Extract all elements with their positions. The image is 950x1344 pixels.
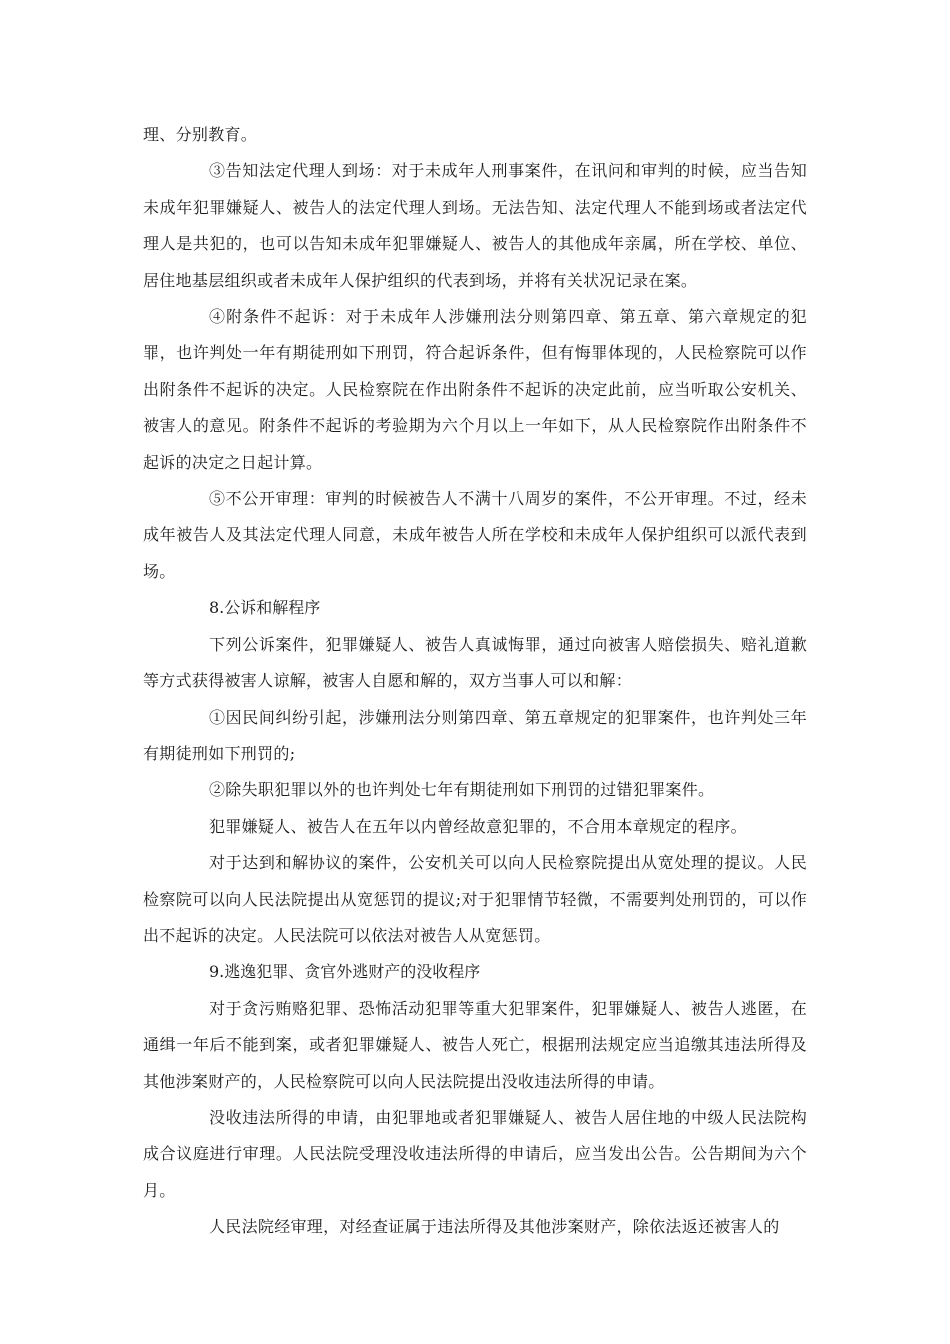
paragraph-reconciliation-exclusion: 犯罪嫌疑人、被告人在五年以内曾经故意犯罪的，不合用本章规定的程序。: [209, 816, 747, 836]
paragraph-reconciliation-leniency: 对于达到和解协议的案件，公安机关可以向人民检察院提出从宽处理的提议。人民检察院可以向人民法院提出从宽惩罚的提议;对于犯罪情节轻微，不需要判处刑罚的，可以作出不起诉的决定。人民法院可以依法对被告人从宽惩罚。: [143, 853, 807, 945]
paragraph-confiscation-ruling: 人民法院经审理，对经查证属于违法所得及其他涉案财产，除依法返还被害人的: [209, 1217, 780, 1237]
paragraph-reconciliation-item-1: ①因民间纠纷引起，涉嫌刑法分则第四章、第五章规定的犯罪案件，也许判处三年有期徒刑如下刑罚的;: [143, 707, 807, 763]
paragraph-reconciliation-item-2: ②除失职犯罪以外的也许判处七年有期徒刑如下刑罚的过错犯罪案件。: [209, 780, 715, 800]
section-heading-confiscation: 9.逃逸犯罪、贪官外逃财产的没收程序: [209, 962, 481, 982]
paragraph-closed-trial: ⑤不公开审理：审判的时候被告人不满十八周岁的案件，不公开审理。不过，经未成年被告人及其法定代理人同意，未成年被告人所在学校和未成年人保护组织可以派代表到场。: [143, 489, 807, 581]
section-heading-reconciliation: 8.公诉和解程序: [209, 598, 321, 618]
paragraph-reconciliation-intro: 下列公诉案件，犯罪嫌疑人、被告人真诚悔罪，通过向被害人赔偿损失、赔礼道歉等方式获得被害人谅解，被害人自愿和解的，双方当事人可以和解：: [143, 634, 807, 691]
paragraph-guardian-notice: ③告知法定代理人到场：对于未成年人刑事案件，在讯问和审判的时候，应当告知未成年犯罪嫌疑人、被告人的法定代理人到场。无法告知、法定代理人不能到场或者法定代理人是共犯的，也可以告知未成年犯罪嫌疑人、被告人的其他成年亲属，所在学校、单位、居住地基层组织或者未成年人保护组织的代表到场，并将有关状况记录在案。: [143, 161, 807, 290]
document-page: [143, 117, 807, 1246]
paragraph-confiscation-application: 对于贪污贿赂犯罪、恐怖活动犯罪等重大犯罪案件，犯罪嫌疑人、被告人逃匿，在通缉一年后不能到案，或者犯罪嫌疑人、被告人死亡，根据刑法规定应当追缴其违法所得及其他涉案财产的，人民检察院可以向人民法院提出没收违法所得的申请。: [143, 998, 807, 1091]
paragraph-confiscation-trial: 没收违法所得的申请，由犯罪地或者犯罪嫌疑人、被告人居住地的中级人民法院构成合议庭进行审理。人民法院受理没收违法所得的申请后，应当发出公告。公告期间为六个月。: [143, 1107, 807, 1200]
paragraph-conditional-non-prosecution: ④附条件不起诉：对于未成年人涉嫌刑法分则第四章、第五章、第六章规定的犯罪，也许判处一年有期徒刑如下刑罚，符合起诉条件，但有悔罪体现的，人民检察院可以作出附条件不起诉的决定。人民检察院在作出附条件不起诉的决定此前，应当听取公安机关、被害人的意见。附条件不起诉的考验期为六个月以上一年如下，从人民检察院作出附条件不起诉的决定之日起计算。: [143, 307, 807, 472]
paragraph-continuation: 理、分别教育。: [143, 125, 258, 144]
